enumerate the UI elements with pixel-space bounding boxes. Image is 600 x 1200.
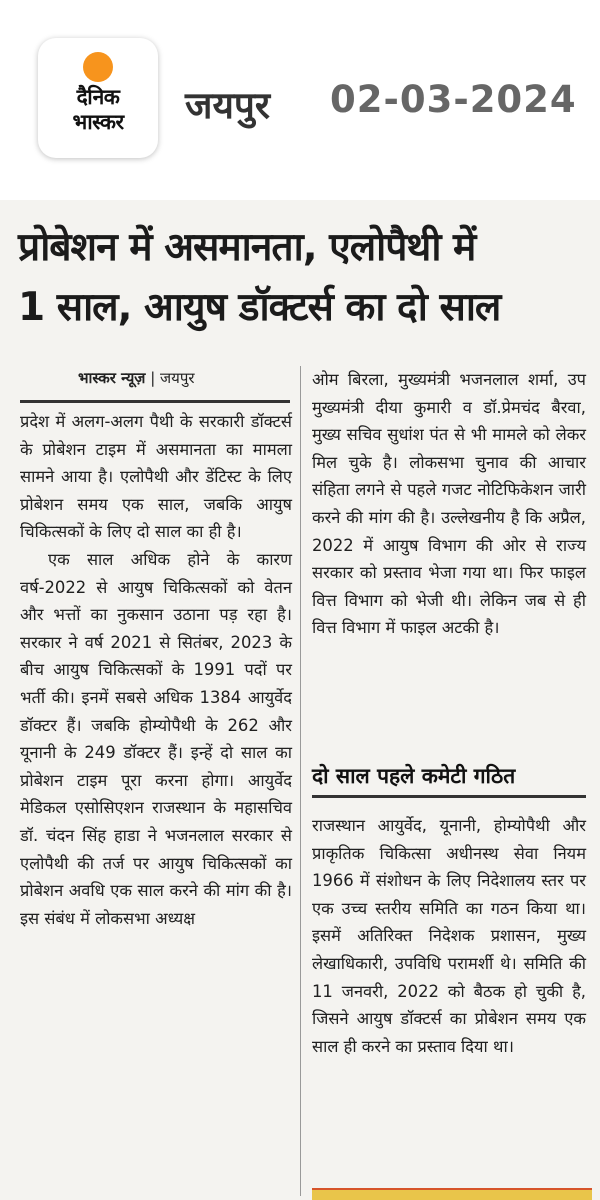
left-column	[20, 408, 292, 932]
byline-separator: |	[150, 369, 161, 387]
headline-line-2: 1 साल, आयुष डॉक्टर्स का दो साल	[18, 285, 501, 330]
sun-icon	[83, 52, 113, 82]
byline	[78, 368, 195, 388]
headline-line-1: प्रोबेशन में असमानता, एलोपैथी में	[18, 225, 476, 270]
edition-city: जयपुर	[185, 84, 271, 127]
article-headline	[18, 218, 588, 338]
byline-source: भास्कर न्यूज़	[78, 369, 146, 387]
logo-text-line2: भास्कर	[72, 110, 124, 134]
left-paragraph-1: प्रदेश में अलग-अलग पैथी के सरकारी डॉक्टर्स के प्रोबेशन टाइम में असमानता का मामला सामने आया है। एलोपैथी और डेंटिस्ट के लिए प्रोबेशन समय एक साल, जबकि आयुष चिकित्सकों के लिए दो साल का ही है।	[20, 412, 292, 542]
header	[0, 0, 600, 185]
left-paragraph-2: एक साल अधिक होने के कारण वर्ष-2022 से आयुष चिकित्सकों को वेतन और भत्तों का नुकसान उठाना पड़ रहा है। सरकार ने वर्ष 2021 से सितंबर, 2023 के बीच आयुष चिकित्सकों के 1991 पदों पर भर्ती की। इनमें सबसे अधिक 1384 आयुर्वेद डॉक्टर हैं। जबकि होम्योपैथी के 262 और यूनानी के 249 डॉक्टर हैं। इन्हें दो साल का प्रोबेशन टाइम पूरा करना होगा। आयुर्वेद मेडिकल एसोसिएशन राजस्थान के महासचिव डॉ. चंदन सिंह हाडा ने भजनलाल सरकार से एलोपैथी की तर्ज पर आयुष चिकित्सकों का प्रोबेशन अवधि एक साल करने की मांग की है। इस संबंध में लोकसभा अध्यक्ष	[20, 549, 292, 928]
byline-city: जयपुर	[160, 369, 195, 387]
right-paragraph-1: ओम बिरला, मुख्यमंत्री भजनलाल शर्मा, उप मुख्यमंत्री दीया कुमारी व डॉ.प्रेमचंद बैरवा, मुख्य सचिव सुधांश पंत से भी मामले को लेकर मिल चुके है। लोकसभा चुनाव की आचार संहिता लगने से पहले गजट नोटिफिकेशन जारी करने की मांग की है। उल्लेखनीय है कि अप्रैल, 2022 में आयुष विभाग की ओर से राज्य सरकार को प्रस्ताव भेजा गया था। फिर फाइल वित्त विभाग को भेजी थी। लेकिन जब से ही वित्त विभाग में फाइल अटकी है।	[312, 370, 586, 638]
subheading: दो साल पहले कमेटी गठित	[312, 764, 516, 788]
right-column-top	[312, 366, 586, 642]
right-column-bottom	[312, 812, 586, 1060]
subheading-rule	[312, 795, 586, 798]
byline-rule	[20, 400, 290, 403]
logo-text-line1: दैनिक	[76, 85, 120, 109]
edition-date: 02-03-2024	[330, 78, 577, 121]
right-paragraph-2: राजस्थान आयुर्वेद, यूनानी, होम्योपैथी और प्राकृतिक चिकित्सा अधीनस्थ सेवा नियम 1966 में संशोधन के लिए निदेशालय स्तर पर एक उच्च स्तरीय समिति का गठन किया था। इसमें अतिरिक्त निदेशक प्रशासन, मुख्य लेखाधिकारी, उपविधि परामर्शी थे। समिति की 11 जनवरी, 2022 को बैठक हो चुकी है, जिसने आयुष डॉक्टर्स का प्रोबेशन समय एक साल ही करने का प्रस्ताव दिया था।	[312, 816, 586, 1056]
column-divider	[300, 366, 301, 1196]
next-article-strip	[312, 1188, 592, 1200]
dainik-bhaskar-logo	[38, 38, 158, 158]
